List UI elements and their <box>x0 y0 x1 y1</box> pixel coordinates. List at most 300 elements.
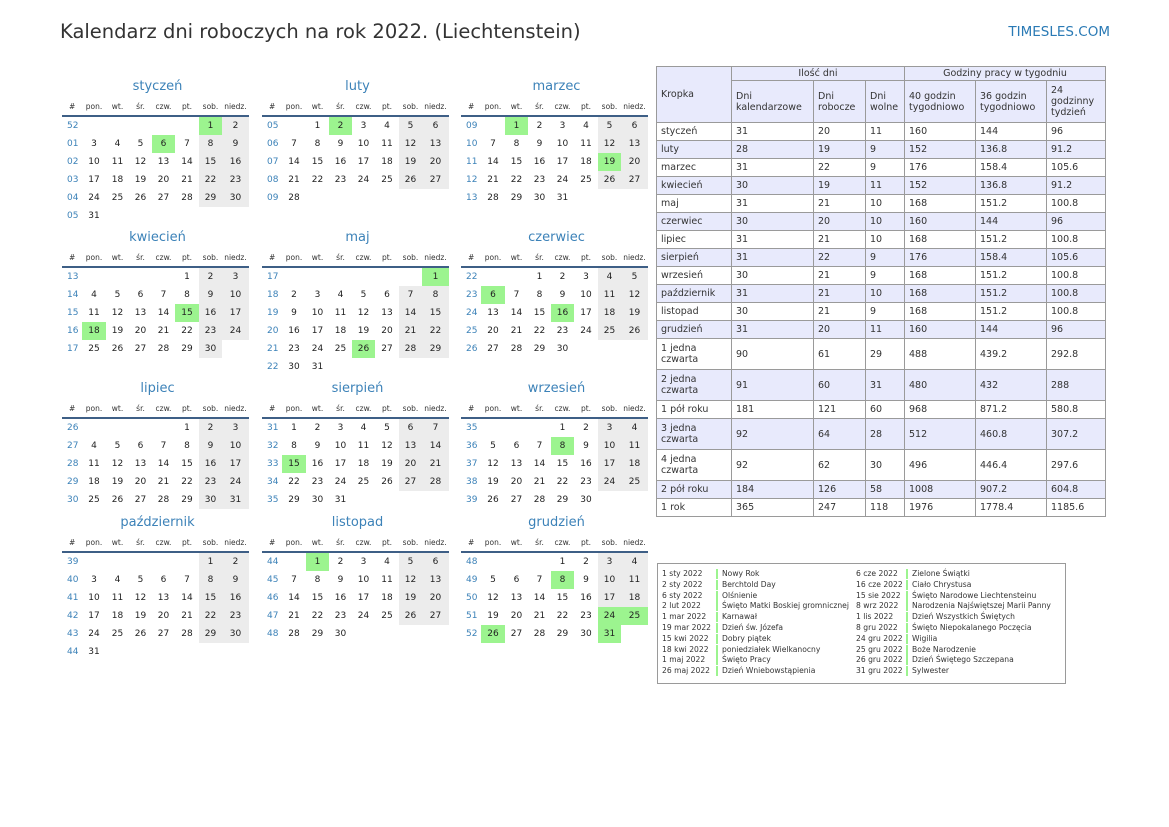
day-cell[interactable]: 5 <box>137 139 144 149</box>
day-cell[interactable]: 8 <box>184 441 190 451</box>
day-cell[interactable]: 30 <box>580 629 592 639</box>
holiday-day-cell[interactable]: 24 <box>598 607 621 625</box>
day-cell[interactable]: 23 <box>199 322 222 340</box>
day-cell[interactable]: 29 <box>288 495 300 505</box>
day-cell[interactable]: 3 <box>598 553 621 571</box>
day-cell[interactable]: 22 <box>510 175 523 185</box>
day-cell[interactable]: 3 <box>559 121 566 131</box>
day-cell[interactable]: 22 <box>533 326 546 336</box>
day-cell[interactable]: 27 <box>381 344 393 354</box>
day-cell[interactable]: 18 <box>111 611 124 621</box>
day-cell[interactable]: 27 <box>510 629 523 639</box>
day-cell[interactable]: 10 <box>598 437 621 455</box>
day-cell[interactable]: 4 <box>91 290 97 300</box>
day-cell[interactable]: 1 <box>536 272 543 282</box>
day-cell[interactable]: 9 <box>222 571 249 589</box>
day-cell[interactable]: 13 <box>134 308 147 318</box>
day-cell[interactable]: 15 <box>556 459 569 469</box>
day-cell[interactable]: 28 <box>157 495 170 505</box>
day-cell[interactable]: 2 <box>222 553 249 571</box>
day-cell[interactable]: 23 <box>222 171 249 189</box>
day-cell[interactable]: 13 <box>157 593 170 603</box>
day-cell[interactable]: 13 <box>510 459 523 469</box>
day-cell[interactable]: 21 <box>288 611 300 621</box>
day-cell[interactable]: 4 <box>583 121 589 131</box>
day-cell[interactable]: 25 <box>580 175 592 185</box>
day-cell[interactable]: 20 <box>134 477 147 487</box>
day-cell[interactable]: 10 <box>580 290 592 300</box>
holiday-day-cell[interactable]: 6 <box>481 286 505 304</box>
day-cell[interactable]: 11 <box>381 139 393 149</box>
day-cell[interactable]: 1 <box>184 272 190 282</box>
day-cell[interactable]: 24 <box>598 473 621 491</box>
day-cell[interactable]: 17 <box>556 157 569 167</box>
day-cell[interactable]: 3 <box>360 557 367 567</box>
day-cell[interactable]: 16 <box>311 459 324 469</box>
day-cell[interactable]: 19 <box>399 589 422 607</box>
day-cell[interactable]: 13 <box>134 459 147 469</box>
day-cell[interactable]: 27 <box>621 171 648 189</box>
day-cell[interactable]: 7 <box>399 286 422 304</box>
day-cell[interactable]: 17 <box>357 593 370 603</box>
day-cell[interactable]: 29 <box>510 193 523 203</box>
day-cell[interactable]: 17 <box>88 611 100 621</box>
day-cell[interactable]: 21 <box>533 611 546 621</box>
day-cell[interactable]: 7 <box>513 290 520 300</box>
day-cell[interactable]: 22 <box>181 326 193 336</box>
day-cell[interactable]: 9 <box>559 290 566 300</box>
day-cell[interactable]: 31 <box>311 362 324 372</box>
day-cell[interactable]: 2 <box>583 423 589 433</box>
day-cell[interactable]: 11 <box>111 593 124 603</box>
day-cell[interactable]: 3 <box>91 575 97 585</box>
holiday-day-cell[interactable]: 16 <box>551 304 574 322</box>
day-cell[interactable]: 3 <box>222 268 249 286</box>
day-cell[interactable]: 10 <box>334 441 347 451</box>
day-cell[interactable]: 11 <box>334 308 347 318</box>
day-cell[interactable]: 21 <box>157 326 170 336</box>
day-cell[interactable]: 13 <box>157 157 170 167</box>
day-cell[interactable]: 1 <box>559 423 566 433</box>
day-cell[interactable]: 21 <box>288 175 300 185</box>
day-cell[interactable]: 11 <box>381 575 393 585</box>
day-cell[interactable]: 22 <box>288 477 300 487</box>
day-cell[interactable]: 5 <box>399 117 422 135</box>
day-cell[interactable]: 21 <box>533 477 546 487</box>
day-cell[interactable]: 3 <box>360 121 367 131</box>
day-cell[interactable]: 12 <box>399 571 422 589</box>
holiday-day-cell[interactable]: 18 <box>82 322 106 340</box>
day-cell[interactable]: 22 <box>556 611 569 621</box>
day-cell[interactable]: 8 <box>314 575 321 585</box>
day-cell[interactable]: 2 <box>222 117 249 135</box>
day-cell[interactable]: 14 <box>487 157 499 167</box>
day-cell[interactable]: 11 <box>88 459 100 469</box>
day-cell[interactable]: 19 <box>487 477 499 487</box>
day-cell[interactable]: 27 <box>134 344 147 354</box>
day-cell[interactable]: 30 <box>580 495 592 505</box>
day-cell[interactable]: 16 <box>199 304 222 322</box>
day-cell[interactable]: 10 <box>311 308 324 318</box>
day-cell[interactable]: 2 <box>536 121 543 131</box>
day-cell[interactable]: 17 <box>580 308 592 318</box>
day-cell[interactable]: 27 <box>487 344 499 354</box>
day-cell[interactable]: 8 <box>422 286 449 304</box>
day-cell[interactable]: 19 <box>134 611 147 621</box>
day-cell[interactable]: 26 <box>111 344 124 354</box>
day-cell[interactable]: 7 <box>291 139 297 149</box>
day-cell[interactable]: 9 <box>291 308 297 318</box>
day-cell[interactable]: 6 <box>399 419 422 437</box>
day-cell[interactable]: 5 <box>621 268 648 286</box>
day-cell[interactable]: 3 <box>314 290 321 300</box>
day-cell[interactable]: 9 <box>337 139 344 149</box>
day-cell[interactable]: 20 <box>157 611 170 621</box>
day-cell[interactable]: 21 <box>487 175 499 185</box>
day-cell[interactable]: 30 <box>556 344 569 354</box>
day-cell[interactable]: 11 <box>357 441 370 451</box>
day-cell[interactable]: 28 <box>288 193 300 203</box>
day-cell[interactable]: 5 <box>114 290 121 300</box>
day-cell[interactable]: 24 <box>556 175 569 185</box>
day-cell[interactable]: 16 <box>580 593 592 603</box>
day-cell[interactable]: 25 <box>88 495 100 505</box>
day-cell[interactable]: 23 <box>334 175 347 185</box>
day-cell[interactable]: 12 <box>621 286 648 304</box>
day-cell[interactable]: 28 <box>181 193 193 203</box>
day-cell[interactable]: 23 <box>334 611 347 621</box>
day-cell[interactable]: 19 <box>111 326 124 336</box>
day-cell[interactable]: 28 <box>399 340 422 358</box>
day-cell[interactable]: 24 <box>88 193 100 203</box>
day-cell[interactable]: 2 <box>291 290 297 300</box>
day-cell[interactable]: 12 <box>381 441 393 451</box>
day-cell[interactable]: 29 <box>199 625 222 643</box>
holiday-day-cell[interactable]: 1 <box>199 117 222 135</box>
day-cell[interactable]: 4 <box>114 139 121 149</box>
day-cell[interactable]: 5 <box>384 423 390 433</box>
day-cell[interactable]: 12 <box>399 135 422 153</box>
day-cell[interactable]: 9 <box>199 437 222 455</box>
day-cell[interactable]: 13 <box>381 308 393 318</box>
day-cell[interactable]: 24 <box>580 326 592 336</box>
day-cell[interactable]: 26 <box>111 495 124 505</box>
day-cell[interactable]: 10 <box>357 575 370 585</box>
day-cell[interactable]: 14 <box>157 308 170 318</box>
day-cell[interactable]: 22 <box>311 611 324 621</box>
day-cell[interactable]: 20 <box>157 175 170 185</box>
day-cell[interactable]: 9 <box>583 441 589 451</box>
day-cell[interactable]: 24 <box>357 175 370 185</box>
day-cell[interactable]: 19 <box>381 459 393 469</box>
day-cell[interactable]: 30 <box>334 629 347 639</box>
day-cell[interactable]: 21 <box>399 322 422 340</box>
day-cell[interactable]: 23 <box>288 344 300 354</box>
day-cell[interactable]: 22 <box>181 477 193 487</box>
day-cell[interactable]: 30 <box>222 189 249 207</box>
day-cell[interactable]: 7 <box>184 139 190 149</box>
day-cell[interactable]: 16 <box>222 589 249 607</box>
day-cell[interactable]: 5 <box>490 441 496 451</box>
day-cell[interactable]: 4 <box>114 575 121 585</box>
day-cell[interactable]: 9 <box>536 139 543 149</box>
day-cell[interactable]: 22 <box>199 171 222 189</box>
day-cell[interactable]: 16 <box>334 593 347 603</box>
day-cell[interactable]: 15 <box>422 304 449 322</box>
day-cell[interactable]: 10 <box>556 139 569 149</box>
day-cell[interactable]: 12 <box>111 308 124 318</box>
day-cell[interactable]: 29 <box>533 344 546 354</box>
day-cell[interactable]: 17 <box>222 455 249 473</box>
day-cell[interactable]: 22 <box>311 175 324 185</box>
day-cell[interactable]: 24 <box>222 473 249 491</box>
day-cell[interactable]: 13 <box>399 437 422 455</box>
day-cell[interactable]: 11 <box>111 157 124 167</box>
day-cell[interactable]: 23 <box>222 607 249 625</box>
day-cell[interactable]: 29 <box>181 495 193 505</box>
day-cell[interactable]: 25 <box>357 477 370 487</box>
day-cell[interactable]: 19 <box>357 326 370 336</box>
day-cell[interactable]: 7 <box>291 575 297 585</box>
day-cell[interactable]: 24 <box>357 611 370 621</box>
day-cell[interactable]: 7 <box>536 575 543 585</box>
day-cell[interactable]: 21 <box>510 326 523 336</box>
day-cell[interactable]: 6 <box>513 575 520 585</box>
day-cell[interactable]: 29 <box>181 344 193 354</box>
day-cell[interactable]: 1 <box>291 423 297 433</box>
day-cell[interactable]: 18 <box>621 589 648 607</box>
day-cell[interactable]: 27 <box>510 495 523 505</box>
day-cell[interactable]: 16 <box>580 459 592 469</box>
day-cell[interactable]: 8 <box>199 135 222 153</box>
day-cell[interactable]: 21 <box>181 175 193 185</box>
holiday-day-cell[interactable]: 1 <box>422 268 449 286</box>
day-cell[interactable]: 4 <box>621 553 648 571</box>
day-cell[interactable]: 18 <box>381 593 393 603</box>
day-cell[interactable]: 25 <box>111 629 124 639</box>
day-cell[interactable]: 17 <box>598 455 621 473</box>
day-cell[interactable]: 14 <box>181 157 193 167</box>
day-cell[interactable]: 14 <box>422 437 449 455</box>
holiday-day-cell[interactable]: 6 <box>152 135 175 153</box>
day-cell[interactable]: 5 <box>598 117 621 135</box>
day-cell[interactable]: 19 <box>487 611 499 621</box>
day-cell[interactable]: 20 <box>134 326 147 336</box>
day-cell[interactable]: 7 <box>536 441 543 451</box>
day-cell[interactable]: 29 <box>311 629 324 639</box>
day-cell[interactable]: 10 <box>222 286 249 304</box>
day-cell[interactable]: 12 <box>487 593 499 603</box>
day-cell[interactable]: 28 <box>157 344 170 354</box>
holiday-day-cell[interactable]: 8 <box>551 571 574 589</box>
day-cell[interactable]: 12 <box>357 308 370 318</box>
day-cell[interactable]: 23 <box>533 175 546 185</box>
day-cell[interactable]: 20 <box>510 477 523 487</box>
day-cell[interactable]: 17 <box>357 157 370 167</box>
day-cell[interactable]: 10 <box>598 571 621 589</box>
day-cell[interactable]: 14 <box>181 593 193 603</box>
day-cell[interactable]: 27 <box>157 629 170 639</box>
day-cell[interactable]: 18 <box>88 477 100 487</box>
day-cell[interactable]: 3 <box>598 419 621 437</box>
day-cell[interactable]: 7 <box>490 139 496 149</box>
day-cell[interactable]: 24 <box>311 344 324 354</box>
day-cell[interactable]: 23 <box>199 473 222 491</box>
day-cell[interactable]: 30 <box>311 495 324 505</box>
day-cell[interactable]: 31 <box>222 491 249 509</box>
day-cell[interactable]: 30 <box>199 491 222 509</box>
day-cell[interactable]: 2 <box>314 423 321 433</box>
day-cell[interactable]: 30 <box>288 362 300 372</box>
day-cell[interactable]: 7 <box>160 290 167 300</box>
day-cell[interactable]: 9 <box>314 441 321 451</box>
day-cell[interactable]: 13 <box>621 135 648 153</box>
day-cell[interactable]: 13 <box>510 593 523 603</box>
day-cell[interactable]: 12 <box>111 459 124 469</box>
day-cell[interactable]: 4 <box>360 423 367 433</box>
day-cell[interactable]: 17 <box>88 175 100 185</box>
day-cell[interactable]: 17 <box>598 589 621 607</box>
day-cell[interactable]: 26 <box>399 171 422 189</box>
day-cell[interactable]: 11 <box>88 308 100 318</box>
day-cell[interactable]: 7 <box>160 441 167 451</box>
day-cell[interactable]: 30 <box>199 340 222 358</box>
day-cell[interactable]: 14 <box>533 459 546 469</box>
day-cell[interactable]: 20 <box>422 589 449 607</box>
day-cell[interactable]: 6 <box>422 117 449 135</box>
day-cell[interactable]: 11 <box>621 437 648 455</box>
day-cell[interactable]: 21 <box>422 455 449 473</box>
holiday-day-cell[interactable]: 31 <box>598 625 621 643</box>
day-cell[interactable]: 22 <box>199 607 222 625</box>
day-cell[interactable]: 21 <box>181 611 193 621</box>
day-cell[interactable]: 12 <box>487 459 499 469</box>
day-cell[interactable]: 8 <box>513 139 520 149</box>
day-cell[interactable]: 28 <box>510 344 523 354</box>
day-cell[interactable]: 15 <box>510 157 523 167</box>
day-cell[interactable]: 5 <box>114 441 121 451</box>
holiday-day-cell[interactable]: 15 <box>175 304 199 322</box>
day-cell[interactable]: 5 <box>137 575 144 585</box>
day-cell[interactable]: 26 <box>381 477 393 487</box>
holiday-day-cell[interactable]: 1 <box>505 117 528 135</box>
holiday-day-cell[interactable]: 19 <box>598 153 621 171</box>
day-cell[interactable]: 1 <box>199 553 222 571</box>
day-cell[interactable]: 20 <box>422 153 449 171</box>
day-cell[interactable]: 6 <box>160 575 167 585</box>
day-cell[interactable]: 30 <box>222 625 249 643</box>
day-cell[interactable]: 11 <box>621 571 648 589</box>
day-cell[interactable]: 23 <box>580 611 592 621</box>
day-cell[interactable]: 13 <box>487 308 499 318</box>
day-cell[interactable]: 2 <box>337 557 344 567</box>
day-cell[interactable]: 26 <box>399 607 422 625</box>
day-cell[interactable]: 6 <box>621 117 648 135</box>
day-cell[interactable]: 14 <box>533 593 546 603</box>
day-cell[interactable]: 19 <box>134 175 147 185</box>
day-cell[interactable]: 13 <box>422 571 449 589</box>
day-cell[interactable]: 8 <box>199 571 222 589</box>
day-cell[interactable]: 28 <box>487 193 499 203</box>
day-cell[interactable]: 6 <box>137 441 144 451</box>
day-cell[interactable]: 15 <box>199 589 222 607</box>
holiday-day-cell[interactable]: 26 <box>352 340 375 358</box>
day-cell[interactable]: 18 <box>598 304 621 322</box>
day-cell[interactable]: 25 <box>381 611 393 621</box>
day-cell[interactable]: 20 <box>381 326 393 336</box>
day-cell[interactable]: 29 <box>422 340 449 358</box>
day-cell[interactable]: 25 <box>621 473 648 491</box>
day-cell[interactable]: 10 <box>88 593 100 603</box>
day-cell[interactable]: 4 <box>598 268 621 286</box>
day-cell[interactable]: 4 <box>621 419 648 437</box>
day-cell[interactable]: 18 <box>580 157 592 167</box>
day-cell[interactable]: 22 <box>422 322 449 340</box>
day-cell[interactable]: 30 <box>533 193 546 203</box>
day-cell[interactable]: 28 <box>422 473 449 491</box>
day-cell[interactable]: 3 <box>583 272 589 282</box>
day-cell[interactable]: 10 <box>88 157 100 167</box>
holiday-day-cell[interactable]: 1 <box>306 553 329 571</box>
day-cell[interactable]: 10 <box>222 437 249 455</box>
day-cell[interactable]: 9 <box>583 575 589 585</box>
day-cell[interactable]: 18 <box>357 459 370 469</box>
day-cell[interactable]: 15 <box>533 308 546 318</box>
day-cell[interactable]: 22 <box>556 477 569 487</box>
day-cell[interactable]: 4 <box>337 290 344 300</box>
day-cell[interactable]: 18 <box>111 175 124 185</box>
day-cell[interactable]: 16 <box>288 326 300 336</box>
day-cell[interactable]: 9 <box>337 575 344 585</box>
day-cell[interactable]: 12 <box>134 593 147 603</box>
day-cell[interactable]: 26 <box>134 629 147 639</box>
day-cell[interactable]: 5 <box>399 553 422 571</box>
day-cell[interactable]: 27 <box>422 171 449 189</box>
day-cell[interactable]: 27 <box>157 193 170 203</box>
day-cell[interactable]: 24 <box>334 477 347 487</box>
day-cell[interactable]: 27 <box>134 495 147 505</box>
day-cell[interactable]: 11 <box>598 286 621 304</box>
holiday-day-cell[interactable]: 8 <box>551 437 574 455</box>
day-cell[interactable]: 1 <box>314 121 321 131</box>
day-cell[interactable]: 20 <box>487 326 499 336</box>
day-cell[interactable]: 15 <box>311 157 324 167</box>
day-cell[interactable]: 8 <box>314 139 321 149</box>
day-cell[interactable]: 31 <box>556 193 569 203</box>
day-cell[interactable]: 23 <box>556 326 569 336</box>
day-cell[interactable]: 8 <box>536 290 543 300</box>
day-cell[interactable]: 4 <box>384 557 390 567</box>
day-cell[interactable]: 12 <box>134 157 147 167</box>
day-cell[interactable]: 31 <box>334 495 347 505</box>
day-cell[interactable]: 20 <box>510 611 523 621</box>
holiday-day-cell[interactable]: 2 <box>329 117 352 135</box>
day-cell[interactable]: 31 <box>88 647 100 657</box>
day-cell[interactable]: 2 <box>199 419 222 437</box>
day-cell[interactable]: 1 <box>184 423 190 433</box>
day-cell[interactable]: 6 <box>384 290 390 300</box>
day-cell[interactable]: 5 <box>360 290 367 300</box>
holiday-day-cell[interactable]: 25 <box>621 607 648 625</box>
day-cell[interactable]: 17 <box>222 304 249 322</box>
day-cell[interactable]: 15 <box>556 593 569 603</box>
day-cell[interactable]: 24 <box>222 322 249 340</box>
day-cell[interactable]: 18 <box>621 455 648 473</box>
day-cell[interactable]: 15 <box>199 153 222 171</box>
day-cell[interactable]: 11 <box>580 139 592 149</box>
day-cell[interactable]: 16 <box>533 157 546 167</box>
day-cell[interactable]: 24 <box>88 629 100 639</box>
